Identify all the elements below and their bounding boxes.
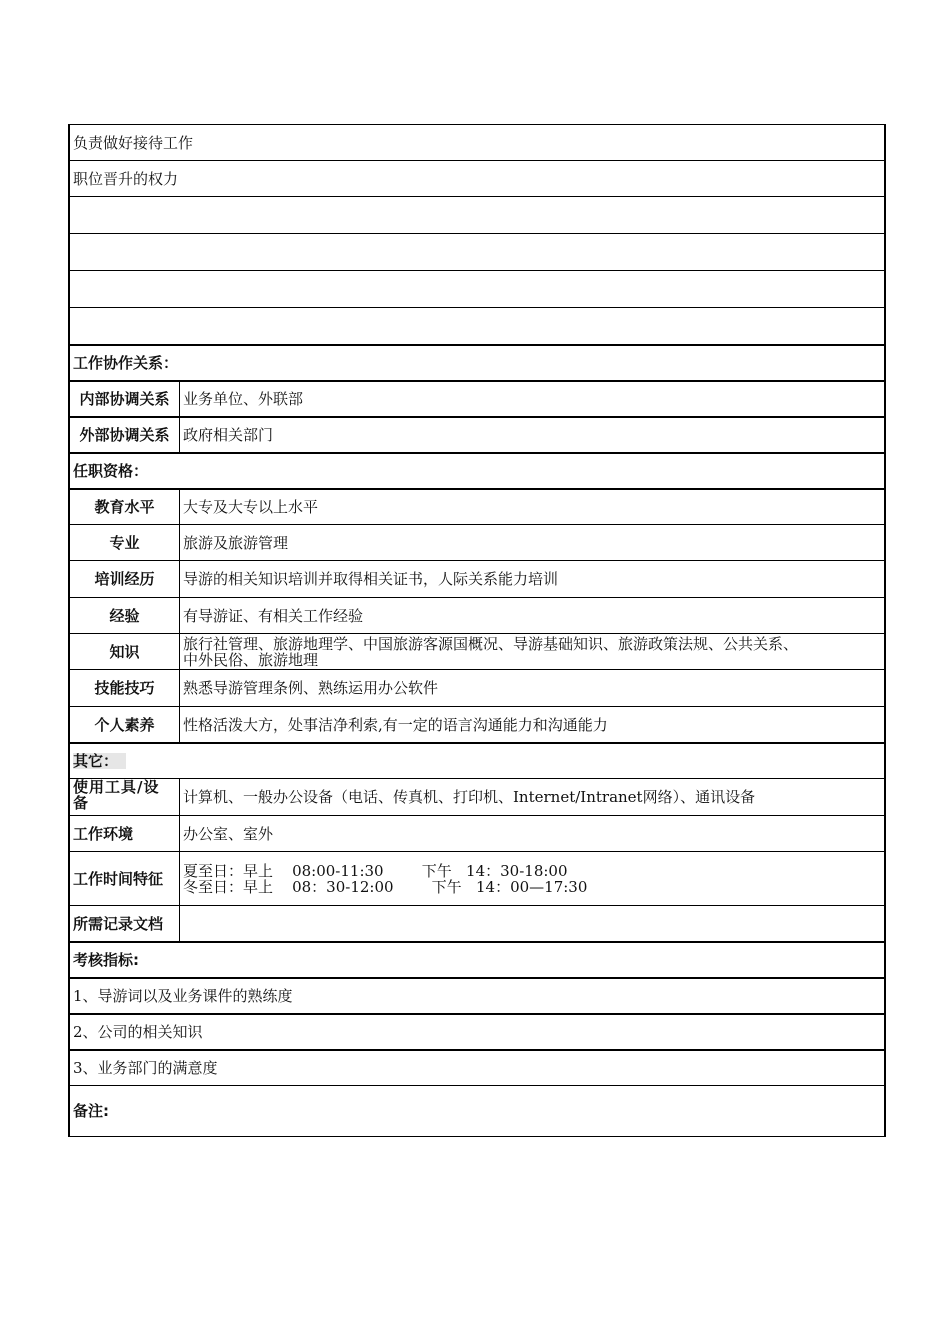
tools-row xyxy=(70,778,884,815)
assessment-title: 考核指标: xyxy=(73,951,139,969)
qualification-row xyxy=(70,488,884,524)
section-header-row xyxy=(70,452,884,488)
work-time-row xyxy=(70,851,884,905)
work-time-value xyxy=(180,852,884,905)
qualification-value: 旅游及旅游管理 xyxy=(183,533,289,552)
assessment-item: 1、导游词以及业务课件的熟练度 xyxy=(73,987,293,1005)
records-value xyxy=(180,906,884,941)
duty-row xyxy=(70,124,884,160)
environment-row xyxy=(70,815,884,851)
duty-text: 负责做好接待工作 xyxy=(73,133,194,152)
records-row xyxy=(70,905,884,941)
qualification-label: 技能技巧 xyxy=(70,670,180,706)
knowledge-line-2: 中外民俗、旅游地理 xyxy=(183,650,319,669)
qualification-label: 专业 xyxy=(70,525,180,560)
assessment-item: 2、公司的相关知识 xyxy=(73,1023,203,1041)
qualification-value: 导游的相关知识培训并取得相关证书，人际关系能力培训 xyxy=(183,570,559,588)
qualification-label: 知识 xyxy=(70,634,180,669)
empty-row xyxy=(70,233,884,270)
empty-row xyxy=(70,270,884,307)
summer-hours: 夏至日：早上 08:00-11:30 下午 14：30-18:00 xyxy=(183,861,568,880)
environment-label: 工作环境 xyxy=(70,816,180,851)
empty-cell xyxy=(70,234,884,270)
job-description-table xyxy=(68,124,886,1137)
tools-label-line-1: 使用工具/设 xyxy=(73,778,160,796)
qualification-label: 经验 xyxy=(70,598,180,633)
qualification-value: 熟悉导游管理条例、熟练运用办公软件 xyxy=(183,679,439,697)
qualification-value: 有导游证、有相关工作经验 xyxy=(183,606,364,625)
internal-value: 业务单位、外联部 xyxy=(183,390,304,408)
assessment-row xyxy=(70,977,884,1013)
tools-value: 计算机、一般办公设备（电话、传真机、打印机、Internet/Intranet网络）、通讯设备 xyxy=(183,788,756,806)
qualification-value: 大专及大专以上水平 xyxy=(183,498,319,516)
internal-label: 内部协调关系 xyxy=(70,382,180,416)
empty-row xyxy=(70,307,884,344)
section-header-row xyxy=(70,344,884,380)
assessment-item: 3、业务部门的满意度 xyxy=(73,1059,218,1077)
environment-value: 办公室、室外 xyxy=(183,824,274,843)
external-row xyxy=(70,416,884,452)
qualification-value xyxy=(180,634,884,669)
external-label: 外部协调关系 xyxy=(70,418,180,452)
qualification-row xyxy=(70,633,884,669)
records-label: 所需记录文档 xyxy=(70,906,180,941)
tools-label xyxy=(70,779,180,815)
qualification-row xyxy=(70,706,884,742)
external-value: 政府相关部门 xyxy=(183,426,274,444)
qualification-label: 个人素养 xyxy=(70,707,180,742)
qualifications-title: 任职资格： xyxy=(73,462,149,480)
cooperation-title: 工作协作关系： xyxy=(73,354,179,372)
section-header-row xyxy=(70,742,884,778)
duty-row xyxy=(70,160,884,196)
duty-text: 职位晋升的权力 xyxy=(73,169,179,188)
assessment-row xyxy=(70,1013,884,1049)
empty-cell xyxy=(70,197,884,233)
notes-title: 备注: xyxy=(73,1102,109,1120)
qualification-label: 教育水平 xyxy=(70,490,180,524)
tools-label-line-2: 备 xyxy=(73,794,90,812)
empty-cell xyxy=(70,308,884,344)
internal-row xyxy=(70,380,884,416)
qualification-row xyxy=(70,560,884,597)
empty-row xyxy=(70,196,884,233)
notes-row xyxy=(70,1085,884,1137)
other-title-cell xyxy=(70,744,884,778)
work-time-label: 工作时间特征 xyxy=(70,852,180,905)
qualification-row xyxy=(70,524,884,560)
qualification-row xyxy=(70,669,884,706)
other-title: 其它： xyxy=(73,753,126,769)
empty-cell xyxy=(70,271,884,307)
qualification-row xyxy=(70,597,884,633)
assessment-row xyxy=(70,1049,884,1085)
qualification-label: 培训经历 xyxy=(70,561,180,597)
qualification-value: 性格活泼大方，处事洁净利索,有一定的语言沟通能力和沟通能力 xyxy=(183,715,608,734)
knowledge-line-1: 旅行社管理、旅游地理学、中国旅游客源国概况、导游基础知识、旅游政策法规、公共关系、 xyxy=(183,634,799,653)
winter-hours: 冬至日：早上 08：30-12:00 下午 14：00—17:30 xyxy=(183,877,588,896)
section-header-row xyxy=(70,941,884,977)
